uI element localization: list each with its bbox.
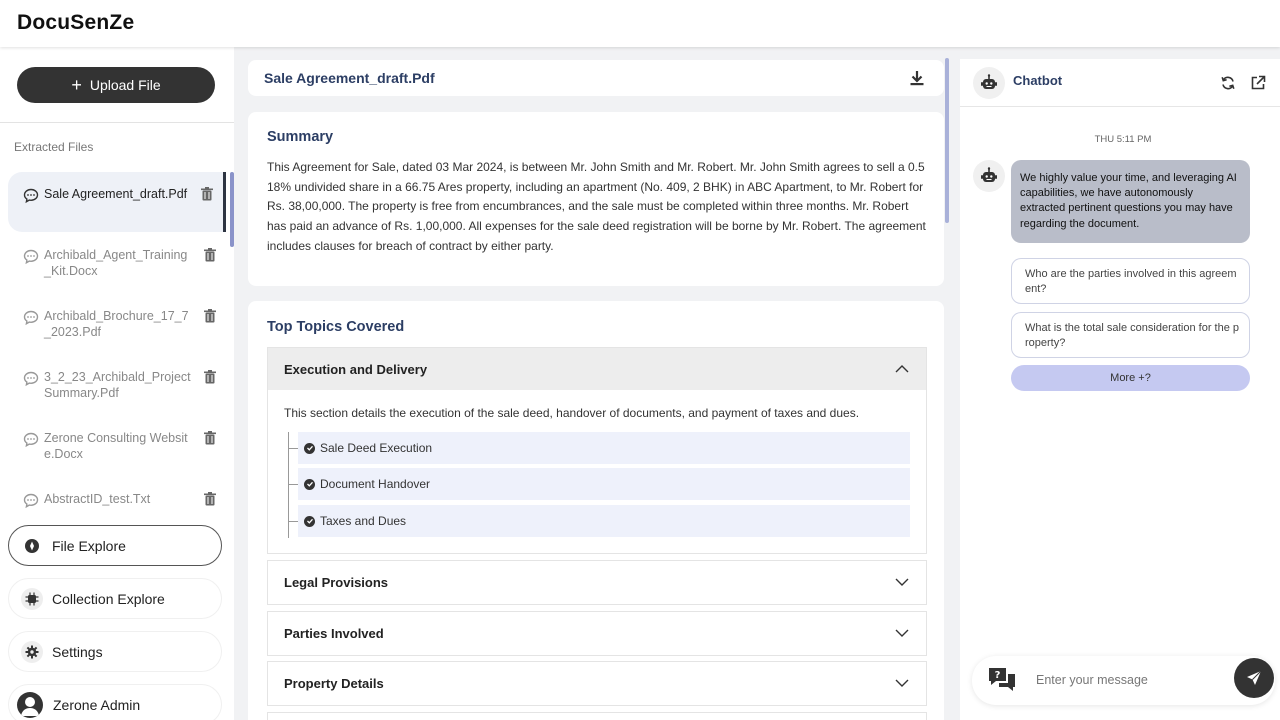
document-title: Sale Agreement_draft.Pdf (264, 70, 435, 86)
nav-collection-explore[interactable] (8, 578, 222, 619)
compass-icon (21, 535, 43, 557)
gear-icon (21, 641, 43, 663)
accordion-execution-delivery (267, 347, 927, 554)
file-item[interactable] (8, 416, 226, 476)
file-item[interactable] (8, 477, 226, 522)
upload-file-label: Upload File (89, 77, 161, 93)
chat-bubble-icon (22, 187, 40, 205)
tree-tick (288, 484, 298, 485)
accordion-header[interactable] (268, 662, 926, 705)
user-profile[interactable] (8, 684, 222, 720)
chat-title: Chatbot (1013, 73, 1063, 88)
suggested-question[interactable]: What is the total sale consideration for the property? (1011, 312, 1250, 358)
accordion-property-details (267, 661, 927, 706)
chip-icon (21, 588, 43, 610)
download-icon[interactable] (908, 69, 926, 87)
document-header (248, 60, 944, 96)
accordion-title: Legal Provisions (284, 575, 389, 590)
file-item[interactable] (8, 172, 226, 232)
file-item[interactable] (8, 355, 226, 415)
topic-item-label: Sale Deed Execution (320, 441, 433, 455)
check-circle-icon (304, 479, 315, 490)
suggested-question[interactable]: Who are the parties involved in this agreement? (1011, 258, 1250, 304)
sidebar (0, 47, 234, 720)
robot-icon (973, 67, 1005, 99)
top-bar (0, 0, 1280, 47)
chevron-down-icon[interactable] (894, 676, 910, 690)
bot-message: We highly value your time, and leveraging AI capabilities, we have autonomously extracted pertinent questions you may have regarding the document. (1011, 160, 1250, 243)
chat-bubble-icon (22, 248, 40, 266)
accordion-title: Property Details (284, 676, 384, 691)
topic-item-label: Document Handover (320, 477, 431, 491)
file-name: AbstractID_test.Txt (44, 492, 151, 506)
check-circle-icon (304, 516, 315, 527)
file-name: Archibald_Agent_Training_Kit.Docx (44, 248, 188, 278)
file-name: 3_2_23_Archibald_ProjectSummary.Pdf (44, 370, 191, 400)
chat-bubble-icon (22, 492, 40, 510)
file-list (8, 172, 234, 522)
tree-tick (288, 521, 298, 522)
accordion-header[interactable] (268, 348, 926, 390)
chat-input-bar (972, 656, 1275, 705)
chat-bubble-icon (22, 431, 40, 449)
sidebar-divider (0, 122, 234, 123)
user-name: Zerone Admin (53, 696, 141, 713)
file-item[interactable] (8, 233, 226, 293)
topics-card (248, 301, 944, 720)
accordion-title: Parties Involved (284, 626, 384, 641)
file-name: Sale Agreement_draft.Pdf (44, 187, 188, 201)
app-logo[interactable]: DocuSenZe (17, 11, 135, 34)
file-name: Zerone Consulting Website.Docx (44, 431, 188, 461)
nav-file-explore-label: File Explore (52, 537, 126, 554)
check-circle-icon (304, 443, 315, 454)
nav-collection-explore-label: Collection Explore (52, 590, 165, 607)
nav-file-explore[interactable] (8, 525, 222, 566)
robot-icon (973, 160, 1005, 192)
summary-heading: Summary (267, 129, 334, 145)
chevron-up-icon[interactable] (894, 362, 910, 376)
send-icon (1245, 669, 1263, 687)
file-name: Archibald_Brochure_17_7_2023.Pdf (44, 309, 189, 339)
chat-header (960, 59, 1280, 107)
topics-heading: Top Topics Covered (267, 319, 405, 335)
extracted-files-label: Extracted Files (14, 140, 94, 154)
chat-message-input[interactable] (1036, 668, 1226, 692)
trash-icon[interactable] (199, 186, 215, 202)
trash-icon[interactable] (202, 430, 218, 446)
trash-icon[interactable] (202, 369, 218, 385)
chat-bubble-icon (22, 370, 40, 388)
more-questions-button[interactable]: More +? (1011, 365, 1250, 391)
main-content (234, 47, 950, 720)
accordion-legal-provisions (267, 560, 927, 605)
summary-text: This Agreement for Sale, dated 03 Mar 2024, is between Mr. John Smith and Mr. Robert. Mr. John Smith agrees to sell a 0.5 18% undivided share in a 66.75 Ares property, including an apartment (No. 409, 2 BHK) in ABC Apartment, to Mr. Robert for Rs. 38,00,000. The property is free from encumbrances, and the sale must be completed within three months. Mr. Robert has paid an advance of Rs. 1,00,000. All expenses for the sale deed registration will be borne by Mr. Robert. The agreement includes clauses for breach of contract by either party. (267, 160, 926, 253)
accordion-header[interactable] (268, 561, 926, 604)
chat-bubble-icon (22, 309, 40, 327)
trash-icon[interactable] (202, 491, 218, 507)
chat-panel (960, 59, 1280, 720)
chevron-down-icon[interactable] (894, 575, 910, 589)
nav-settings[interactable] (8, 631, 222, 672)
topic-item (298, 432, 910, 464)
summary-card (248, 112, 944, 286)
trash-icon[interactable] (202, 308, 218, 324)
upload-file-button[interactable] (17, 67, 215, 103)
send-button[interactable] (1234, 658, 1274, 698)
chat-question-icon (987, 666, 1017, 694)
accordion-header[interactable] (268, 612, 926, 655)
svg-text:?: ? (994, 670, 1001, 681)
main-scrollbar[interactable] (945, 58, 949, 223)
nav-settings-label: Settings (52, 643, 103, 660)
topic-item (298, 505, 910, 537)
topic-item-label: Taxes and Dues (320, 514, 407, 528)
plus-icon: + (71, 75, 82, 95)
accordion-description: This section details the execution of the sale deed, handover of documents, and payment of taxes and dues. (284, 406, 860, 420)
external-link-icon[interactable] (1250, 75, 1266, 91)
file-item[interactable] (8, 294, 226, 354)
avatar (17, 692, 43, 718)
refresh-icon[interactable] (1220, 75, 1236, 91)
accordion-partial (267, 712, 927, 720)
chevron-down-icon[interactable] (894, 626, 910, 640)
tree-tick (288, 448, 298, 449)
accordion-title: Execution and Delivery (284, 361, 428, 377)
accordion-parties-involved (267, 611, 927, 656)
trash-icon[interactable] (202, 247, 218, 263)
topic-item (298, 468, 910, 500)
message-timestamp: THU 5:11 PM (1094, 134, 1152, 145)
